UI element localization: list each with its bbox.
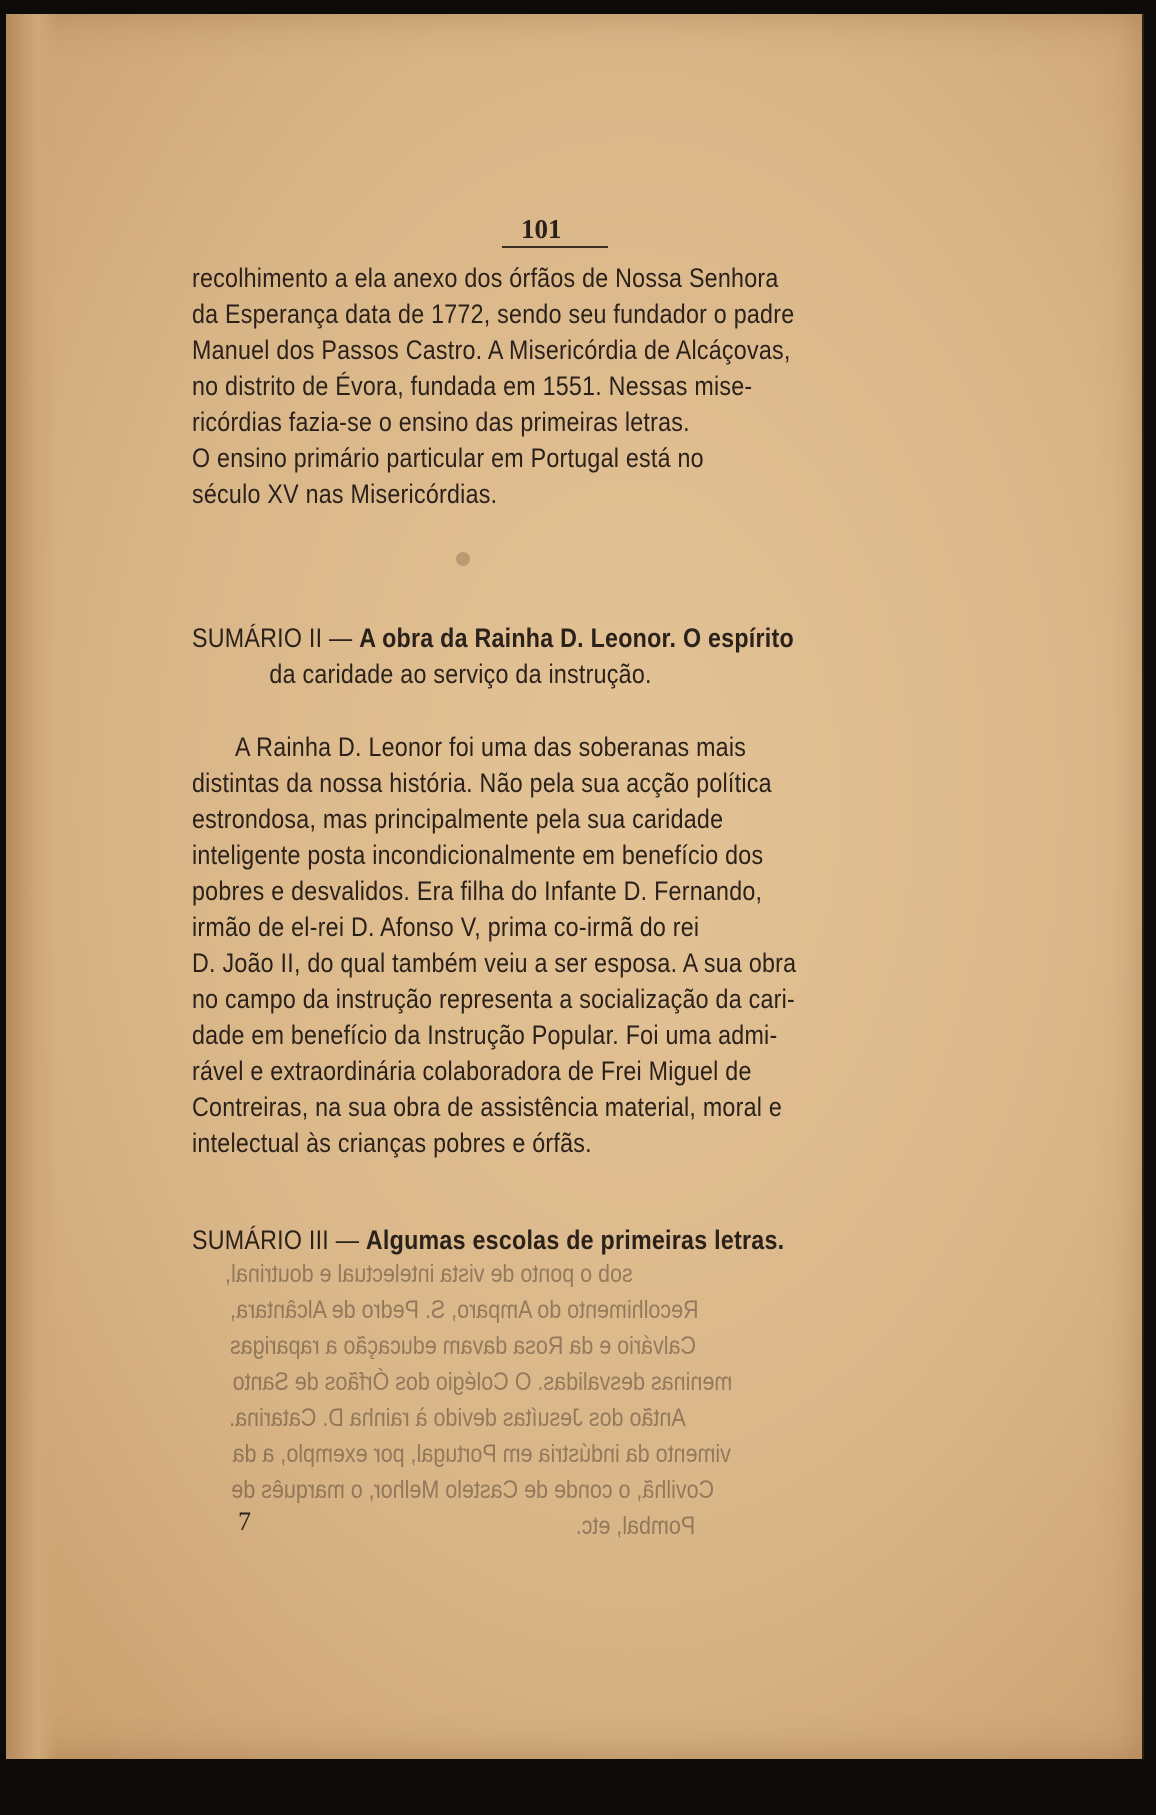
paragraph-line: Manuel dos Passos Castro. A Misericórdia de Alcáçovas,: [192, 335, 791, 365]
bleed-through-line: sob o ponto de vista intelectual e doutrinal,: [225, 1260, 633, 1288]
summary-iii-line-1: [192, 1222, 912, 1258]
page-number-rule: [502, 246, 608, 248]
bleed-through-line: vimento da indústria em Portugal, por exemplo, a da: [232, 1440, 731, 1468]
bleed-through-line: Calvário e da Rosa davam educação a raparigas: [229, 1332, 697, 1360]
paragraph-line: A Rainha D. Leonor foi uma das soberanas mais: [235, 732, 747, 762]
bleed-through-line: Pombal, etc.: [575, 1512, 696, 1540]
paragraph-line: irmão de el-rei D. Afonso V, prima co-irmã do rei: [192, 912, 700, 942]
book-page: [6, 14, 1144, 1759]
summary-iii-heading: [192, 1222, 811, 1258]
summary-ii-heading: [192, 620, 811, 692]
paragraph-line: rável e extraordinária colaboradora de Frei Miguel de: [192, 1056, 752, 1086]
paragraph-line: estrondosa, mas principalmente pela sua caridade: [192, 804, 724, 834]
page-number: 101: [521, 214, 562, 244]
paragraph-line: dade em benefício da Instrução Popular. Foi uma admi-: [192, 1020, 778, 1050]
bleed-through-line: Covilhã, o conde de Castelo Melhor, o marquês de: [231, 1476, 715, 1504]
bleed-through-line: meninas desvalidas. O Colégio dos Órfãos de Santo: [232, 1368, 733, 1396]
paragraph-line: inteligente posta incondicionalmente em benefício dos: [192, 840, 764, 870]
summary-ii-title: A obra da Rainha D. Leonor. O espírito: [359, 623, 794, 653]
paragraph-leonor: [192, 729, 811, 1161]
paragraph-line: recolhimento a ela anexo dos órfãos de Nossa Senhora: [192, 263, 779, 293]
summary-ii-lead: SUMÁRIO II —: [192, 623, 360, 653]
summary-ii-line-2: da caridade ao serviço da instrução.: [269, 659, 652, 689]
summary-iii-lead: SUMÁRIO III —: [192, 1225, 366, 1255]
paragraph-line: distintas da nossa história. Não pela sua acção política: [192, 768, 772, 798]
page-binding-shadow: [6, 14, 58, 1759]
ink-smudge: [456, 552, 470, 566]
bleed-through-line: Recolhimento do Amparo, S. Pedro de Alcântara,: [230, 1296, 699, 1324]
paragraph-line: pobres e desvalidos. Era filha do Infante D. Fernando,: [192, 876, 763, 906]
summary-iii-title: Algumas escolas de primeiras letras.: [365, 1225, 785, 1255]
paragraph-line: D. João II, do qual também veiu a ser esposa. A sua obra: [192, 948, 797, 978]
paragraph-line: O ensino primário particular em Portugal está no: [192, 443, 704, 473]
paragraph-intro: [192, 260, 811, 512]
summary-ii-line-1: [192, 620, 912, 656]
paragraph-line: da Esperança data de 1772, sendo seu fundador o padre: [192, 299, 795, 329]
paragraph-line: intelectual às crianças pobres e órfãs.: [192, 1128, 592, 1158]
signature-mark: 7: [238, 1507, 251, 1536]
paragraph-line: Contreiras, na sua obra de assistência material, moral e: [192, 1092, 783, 1122]
paragraph-line: no campo da instrução representa a socialização da cari-: [192, 984, 796, 1014]
bleed-through-line: Antão dos Jesuítas devido à rainha D. Catarina.: [229, 1404, 686, 1432]
paragraph-line: ricórdias fazia-se o ensino das primeiras letras.: [192, 407, 690, 437]
paragraph-line: no distrito de Évora, fundada em 1551. Nessas mise-: [192, 371, 753, 401]
paragraph-line: século XV nas Misericórdias.: [192, 479, 498, 509]
